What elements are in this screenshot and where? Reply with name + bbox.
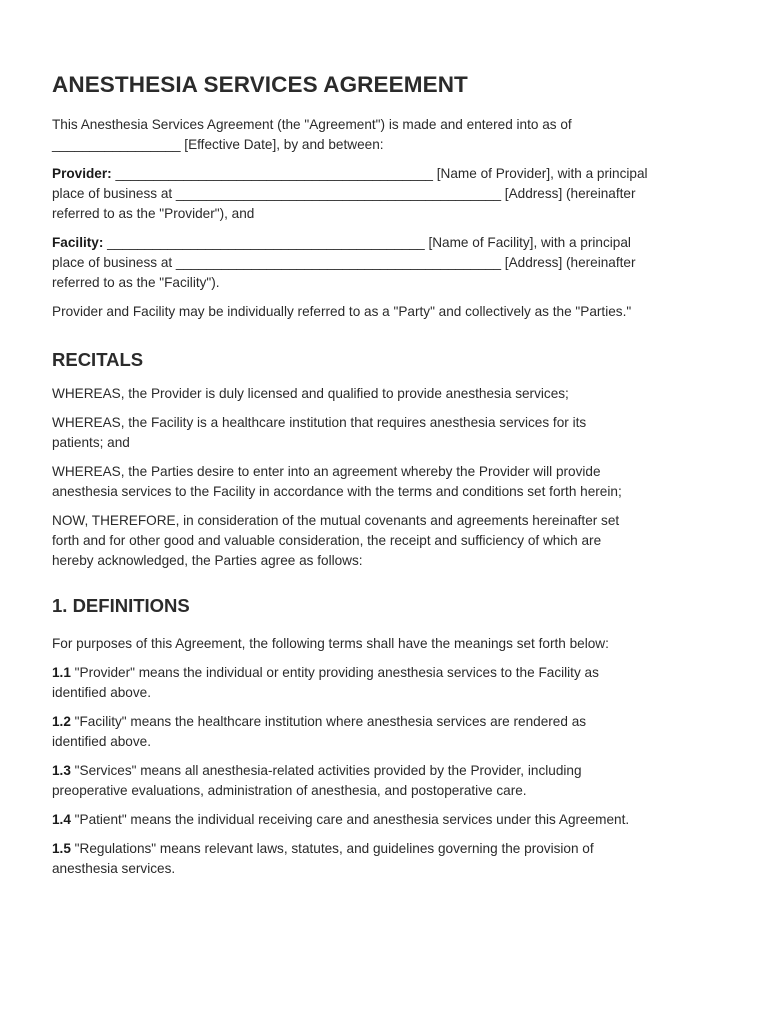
- facility-line-3: referred to as the "Facility").: [52, 275, 220, 290]
- parties-paragraph: Provider and Facility may be individually referred to as a "Party" and collectively as the "Parties.": [52, 304, 632, 319]
- provider-line-1: __________________________________________ [Name of Provider], with a principal: [111, 166, 648, 181]
- definition-number: 1.3: [52, 763, 71, 778]
- definition-line-2: anesthesia services.: [52, 861, 176, 876]
- definition-item: [52, 761, 722, 801]
- definition-item: [52, 810, 722, 830]
- definition-number: 1.4: [52, 812, 71, 827]
- now-therefore-line-2: forth and for other good and valuable consideration, the receipt and sufficiency of which are: [52, 533, 602, 548]
- definitions-heading: 1. DEFINITIONS: [52, 595, 190, 616]
- now-therefore-line-1: NOW, THEREFORE, in consideration of the mutual covenants and agreements hereinafter set: [52, 513, 620, 528]
- now-therefore-line-3: hereby acknowledged, the Parties agree as follows:: [52, 553, 363, 568]
- definition-line-1: "Regulations" means relevant laws, statutes, and guidelines governing the provision of: [70, 841, 594, 856]
- definition-item: [52, 712, 722, 752]
- recital-whereas-2: [52, 413, 722, 453]
- document-title: ANESTHESIA SERVICES AGREEMENT: [52, 72, 468, 97]
- definition-line-2: identified above.: [52, 734, 152, 749]
- definition-line-1: "Patient" means the individual receiving care and anesthesia services under this Agreement.: [70, 812, 630, 827]
- definition-number: 1.5: [52, 841, 71, 856]
- recital-whereas-2-line-1: WHEREAS, the Facility is a healthcare institution that requires anesthesia services for its: [52, 415, 587, 430]
- provider-paragraph: [52, 164, 722, 224]
- recital-whereas-3-line-2: anesthesia services to the Facility in accordance with the terms and conditions set forth herein;: [52, 484, 622, 499]
- intro-line-2: _________________ [Effective Date], by and between:: [52, 137, 384, 152]
- facility-paragraph: [52, 233, 722, 293]
- definition-number: 1.1: [52, 665, 71, 680]
- intro-paragraph: [52, 115, 722, 155]
- recitals-heading: RECITALS: [52, 349, 144, 370]
- recital-whereas-2-line-2: patients; and: [52, 435, 130, 450]
- definition-item: [52, 663, 722, 703]
- definition-number: 1.2: [52, 714, 71, 729]
- intro-line-1: This Anesthesia Services Agreement (the "Agreement") is made and entered into as of: [52, 117, 572, 132]
- recital-whereas-1: WHEREAS, the Provider is duly licensed and qualified to provide anesthesia services;: [52, 386, 569, 401]
- provider-label: Provider:: [52, 166, 112, 181]
- recital-whereas-3-line-1: WHEREAS, the Parties desire to enter into an agreement whereby the Provider will provide: [52, 464, 601, 479]
- provider-line-3: referred to as the "Provider"), and: [52, 206, 255, 221]
- definitions-intro: For purposes of this Agreement, the following terms shall have the meanings set forth below:: [52, 636, 609, 651]
- facility-line-2: place of business at ___________________________________________ [Address] (hereinafter: [52, 255, 636, 270]
- facility-label: Facility:: [52, 235, 104, 250]
- definition-item: [52, 839, 722, 879]
- recital-now-therefore: [52, 511, 722, 571]
- document-page: [52, 68, 722, 879]
- recital-whereas-3: [52, 462, 722, 502]
- facility-line-1: __________________________________________ [Name of Facility], with a principal: [103, 235, 631, 250]
- definition-line-1: "Provider" means the individual or entity providing anesthesia services to the Facility as: [70, 665, 599, 680]
- definition-line-2: preoperative evaluations, administration of anesthesia, and postoperative care.: [52, 783, 527, 798]
- definition-line-1: "Facility" means the healthcare institution where anesthesia services are rendered as: [70, 714, 587, 729]
- definition-line-1: "Services" means all anesthesia-related activities provided by the Provider, including: [70, 763, 582, 778]
- provider-line-2: place of business at ___________________________________________ [Address] (hereinafter: [52, 186, 636, 201]
- definition-line-2: identified above.: [52, 685, 152, 700]
